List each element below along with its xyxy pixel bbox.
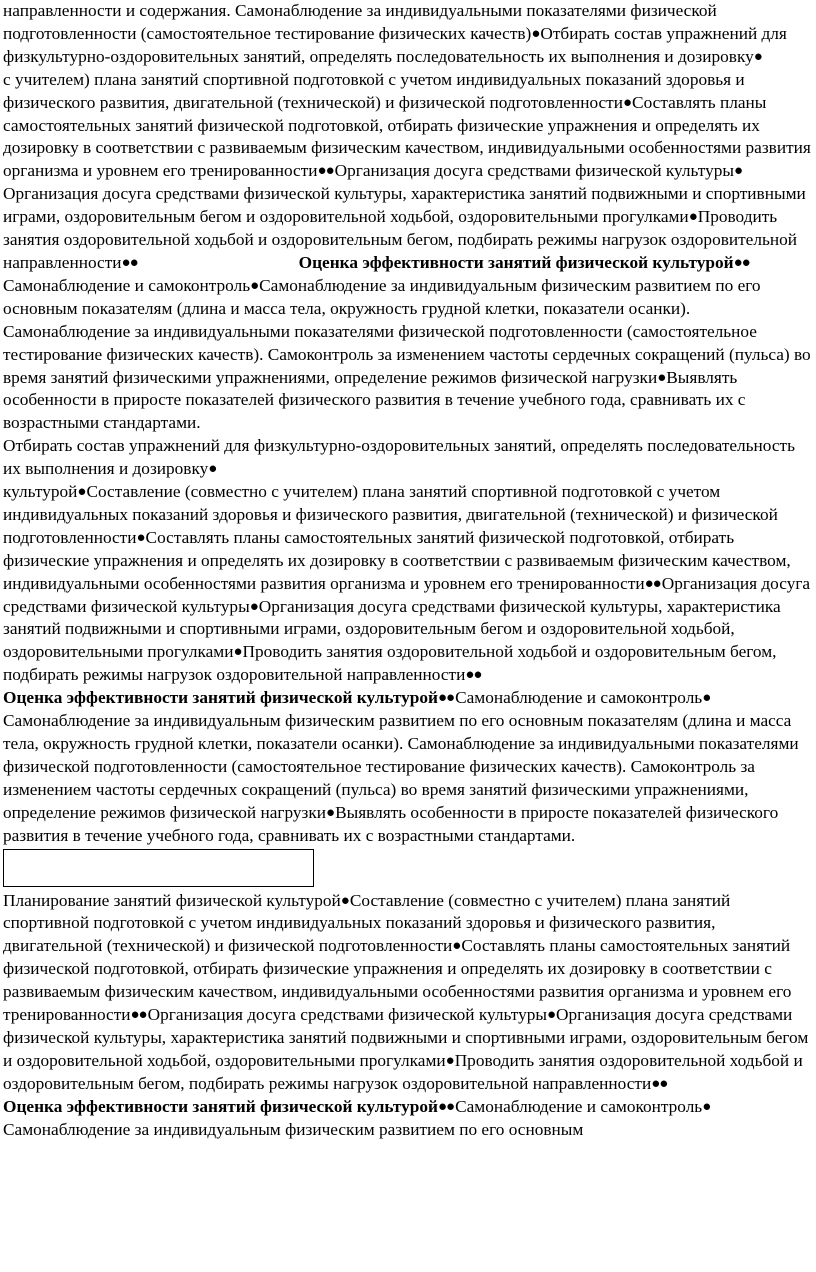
text-block-4 [3,481,815,687]
text-segment: Организация досуга средствами физической культуры [147,1005,547,1025]
bullet-icon: ● [734,163,743,180]
text-block-6 [3,890,815,1096]
text-segment: Самонаблюдение и самоконтроль [455,1096,703,1116]
text-segment: Самонаблюдение и самоконтроль [3,275,251,295]
double-bullet-icon: ●● [121,254,138,271]
double-bullet-icon: ●● [437,1098,455,1115]
bullet-icon: ● [340,892,349,909]
text-segment: Составление (совместно с учителем) плана занятий спортивной подготовкой с учетом индивидуальных показаний здоровья и физического развития, двигательной (технической) и физической подготовленности [3,482,778,547]
double-bullet-icon: ●● [651,1075,668,1092]
text-segment: Отбирать состав упражнений для физкультурно-оздоровительных занятий, определять последовательность их выполнения и дозировку [3,23,787,66]
text-segment: Выявлять особенности в приросте показателей физического развития в течение учебного года, сравнивать их с возрастными стандартами. [3,367,746,433]
bullet-icon: ● [77,484,86,501]
text-segment: Составлять планы самостоятельных занятий физической подготовкой, отбирать физические упражнения и определять их дозировку в соответствии с развиваемым физическим качеством, индивидуальными особенностями развития организма и уровнем его тренированности [3,527,791,593]
double-bullet-icon: ●● [733,254,750,271]
bullet-icon: ● [657,369,666,386]
text-segment: Организация досуга средствами физической культуры, характеристика занятий подвижными и спортивными играми, оздоровительным бегом и оздоровительной ходьбой, оздоровительными прогулками [3,184,806,227]
text-segment: Планирование занятий физической культурой [3,890,341,910]
section-heading: Оценка эффективности занятий физической культурой [3,688,438,708]
text-segment: Проводить занятия оздоровительной ходьбой и оздоровительным бегом, подбирать режимы нагрузок оздоровительной направленности [3,1050,803,1093]
text-block-7 [3,1096,815,1142]
empty-table-cell [3,849,314,887]
text-segment: Организация досуга средствами физической культуры, характеристика занятий подвижными и спортивными играми, оздоровительным бегом и оздоровительной ходьбой, оздоровительными прогулками [3,1005,809,1070]
section-heading: Оценка эффективности занятий физической культурой [298,252,734,272]
bullet-icon: ● [688,209,697,226]
bullet-icon: ● [233,644,242,661]
text-segment: Выявлять особенности в приросте показателей физического развития в течение учебного года, сравнивать их с возрастными стандартами. [3,802,779,845]
double-bullet-icon: ●● [644,575,661,592]
double-bullet-icon: ●● [130,1007,147,1024]
bullet-icon: ● [702,690,711,707]
text-segment: Проводить занятия оздоровительной ходьбой и оздоровительным бегом, подбирать режимы нагрузок оздоровительной направленности [3,207,797,272]
text-segment: культурой [3,482,78,502]
text-segment: Организация досуга средствами физической культуры [3,573,811,616]
bullet-icon: ● [249,598,258,615]
text-block-2 [3,69,815,436]
text-segment: Отбирать состав упражнений для физкультурно-оздоровительных занятий, определять последовательность их выполнения и дозировку [3,436,795,479]
text-segment: Самонаблюдение и самоконтроль [455,688,703,708]
text-segment: Составление (совместно с учителем) плана занятий спортивной подготовкой с учетом индивидуальных показаний здоровья и физического развития, двигательной (технической) и физической подготовленности [3,890,731,956]
bullet-icon: ● [326,804,335,821]
bullet-icon: ● [250,277,259,294]
double-bullet-icon: ●● [465,667,482,684]
bullet-icon: ● [753,48,762,65]
bullet-icon: ● [136,529,145,546]
text-segment: Самонаблюдение за индивидуальным физическим развитием по его основным [3,1119,584,1139]
text-block-5 [3,687,815,847]
text-block-3 [3,435,815,481]
bullet-icon: ● [452,938,461,955]
bullet-icon: ● [622,94,632,111]
text-segment: направленности и содержания. Самонаблюдение за индивидуальными показателями физической подготовленности (самостоятельное тестирование физических качеств) [3,1,717,43]
bullet-icon: ● [445,1052,454,1069]
double-bullet-icon: ●● [317,163,334,180]
text-segment: с учителем) плана занятий спортивной подготовкой с учетом индивидуальных показаний здоровья и физического развития, двигательной (технической) и физической подготовленности [3,69,745,112]
text-segment: Составлять планы самостоятельных занятий физической подготовкой, отбирать физические упражнения и определять их дозировку в соответствии с развиваемым физическим качеством, индивидуальными особенностями развития организма и уровнем его тренированности [3,92,811,181]
text-segment: Самонаблюдение за индивидуальным физическим развитием по его основным показателям (длина и масса тела, окружность грудной клетки, показатели осанки). Самонаблюдение за индивидуальными показателями физической подготовленности (самостоятельное тестирование физических качеств). Самоконтроль за изменением частоты сердечных сокращений (пульса) во время занятий физическими упражнениями, определение режимов физической нагрузки [3,275,811,387]
text-segment: Составлять планы самостоятельных занятий физической подготовкой, отбирать физические упражнения и определять их дозировку в соответствии с развиваемым физическим качеством, индивидуальными особенностями развития организма и уровнем его тренированности [3,936,792,1025]
text-segment: Организация досуга средствами физической культуры, характеристика занятий подвижными и спортивными играми, оздоровительным бегом и оздоровительной ходьбой, оздоровительными прогулками [3,596,781,662]
bullet-icon: ● [702,1098,711,1115]
bullet-icon: ● [208,461,217,478]
text-block-1 [3,0,815,69]
text-segment: Организация досуга средствами физической культуры [334,161,734,181]
double-bullet-icon: ●● [437,690,455,707]
section-heading: Оценка эффективности занятий физической культурой [3,1096,438,1116]
text-segment: Самонаблюдение за индивидуальным физическим развитием по его основным показателям (длина и масса тела, окружность грудной клетки, показатели осанки). Самонаблюдение за индивидуальными показателями физической подготовленности (самостоятельное тестирование физических качеств). Самоконтроль за изменением частоты сердечных сокращений (пульса) во время занятий физическими упражнениями, определение режимов физической нагрузки [3,711,799,822]
text-segment: Проводить занятия оздоровительной ходьбой и оздоровительным бегом, подбирать режимы нагрузок оздоровительной направленности [3,642,777,685]
bullet-icon: ● [546,1007,556,1024]
bullet-icon: ● [531,25,540,42]
